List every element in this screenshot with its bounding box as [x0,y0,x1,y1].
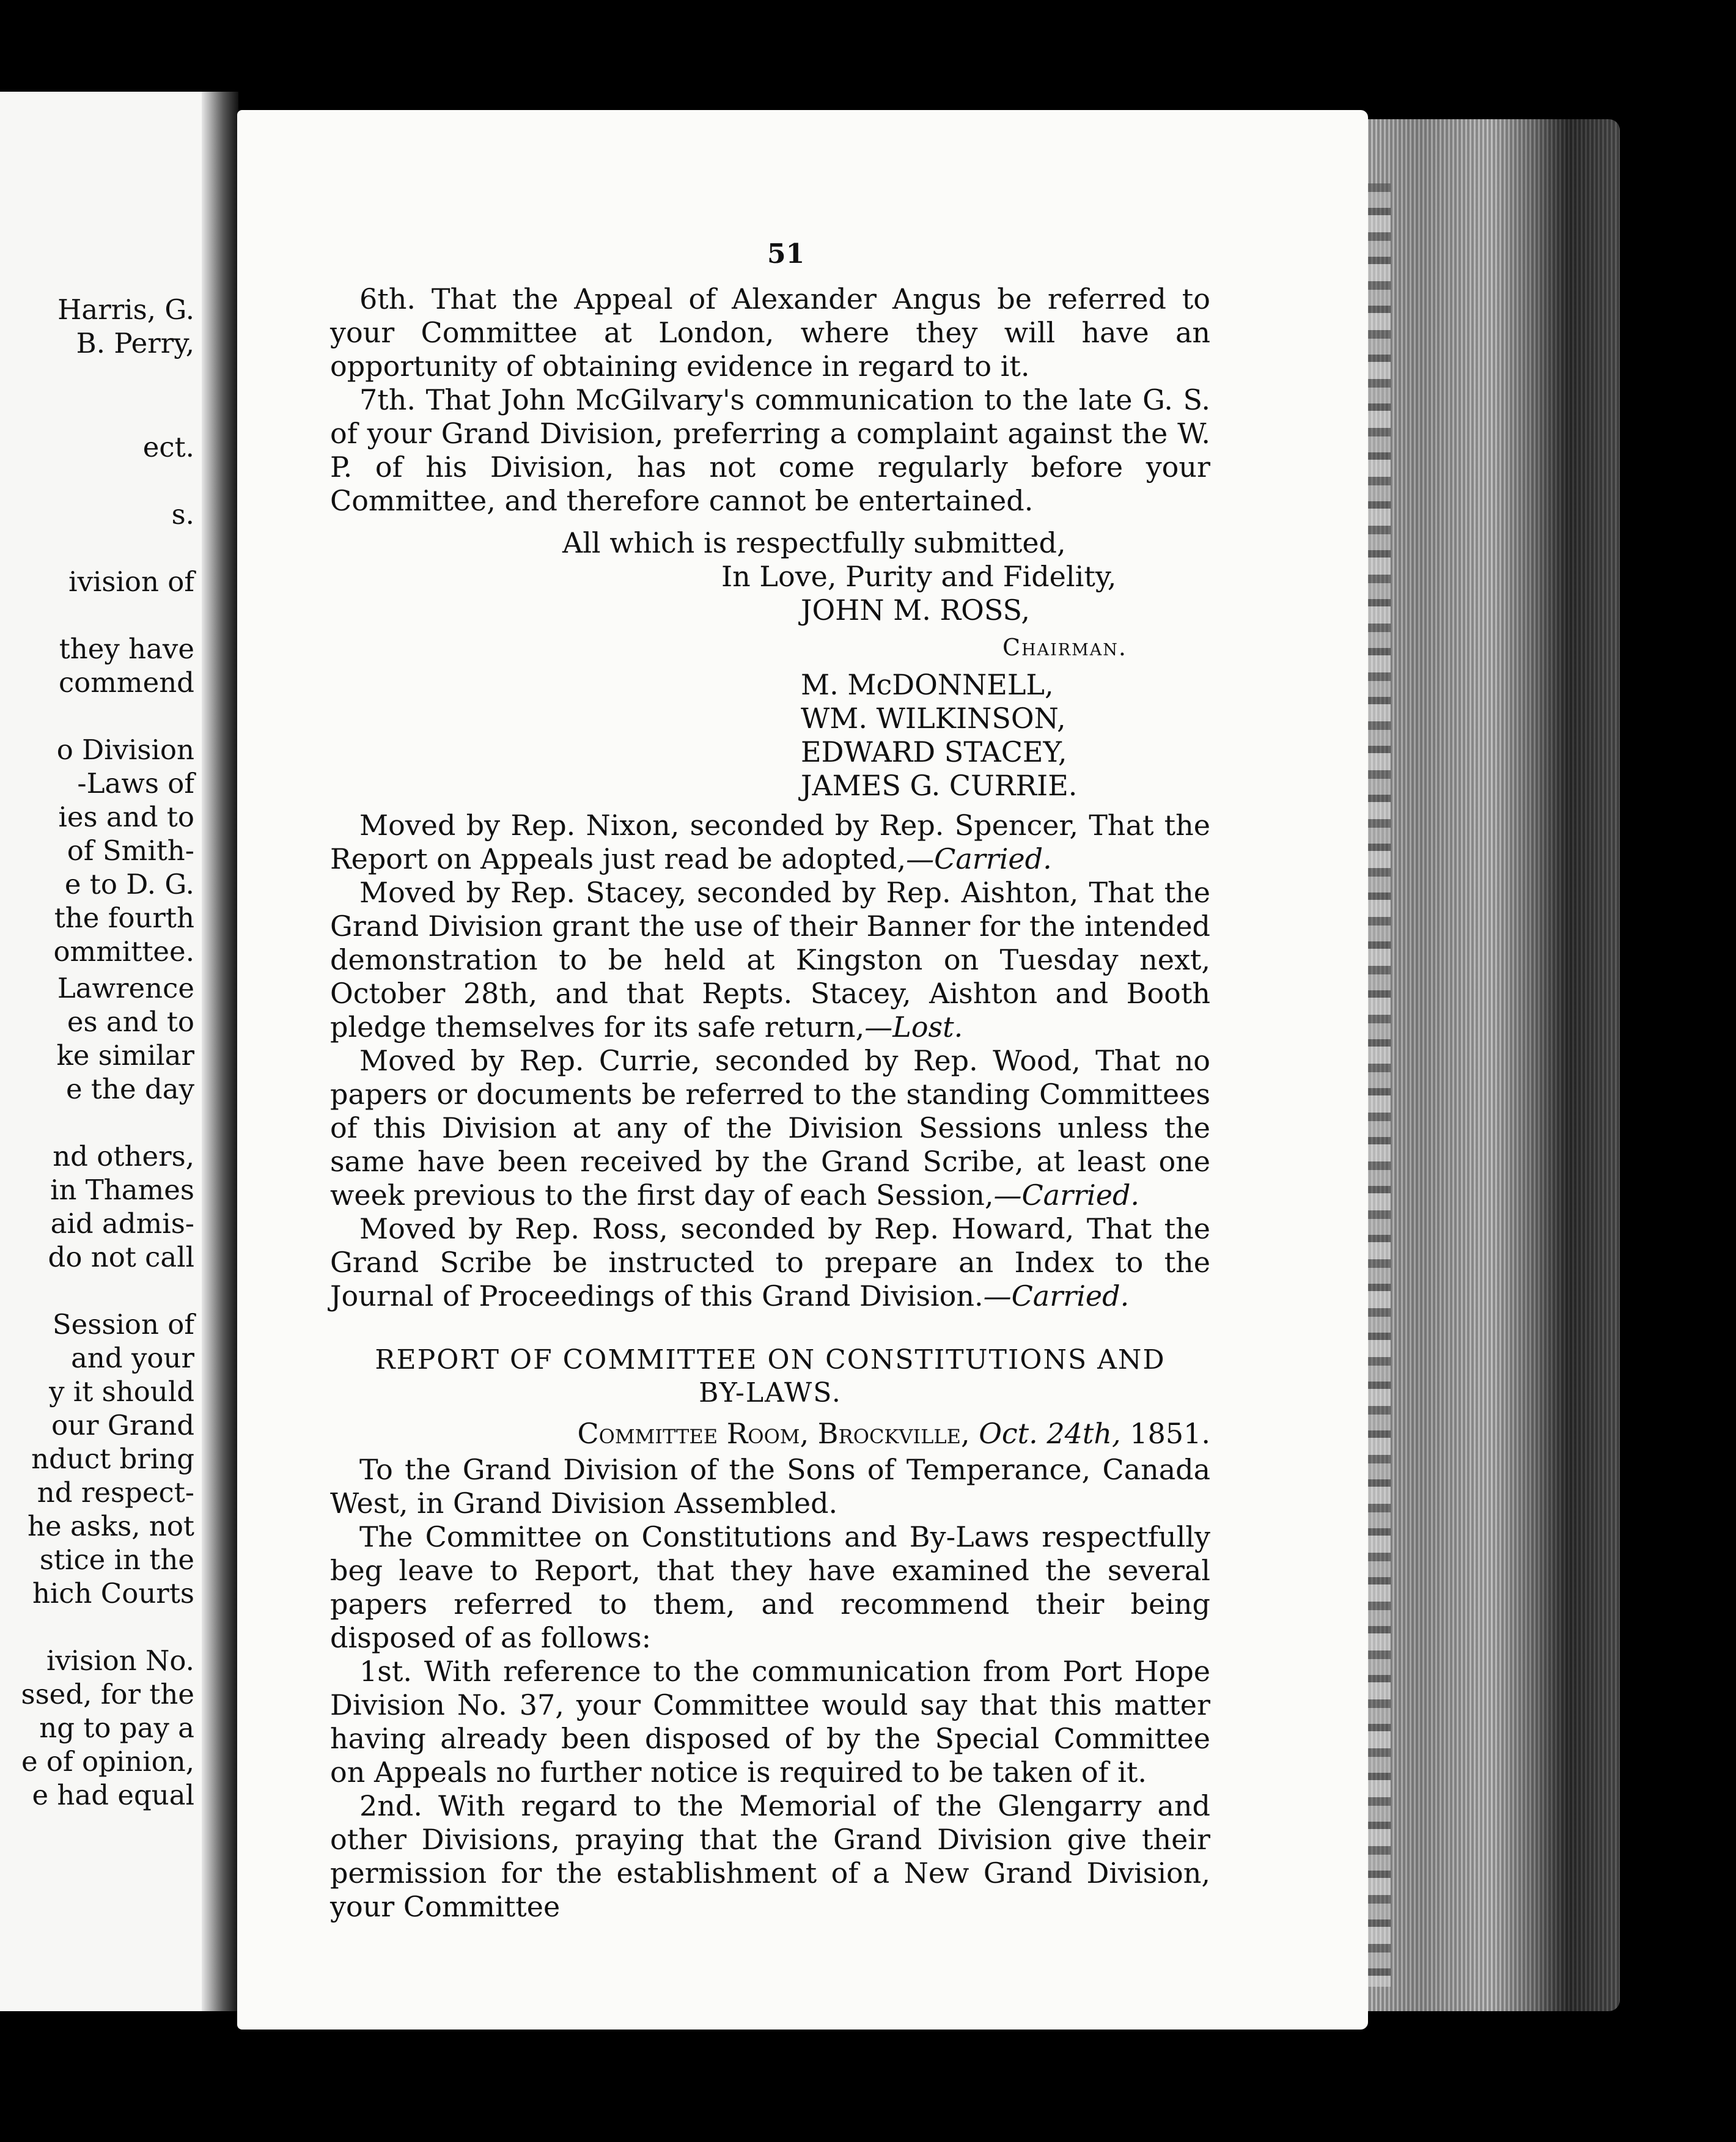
signature-stacey: EDWARD STACEY, [801,735,1067,768]
motion-nixon-result: —Carried. [906,842,1052,875]
motion-stacey-text: Moved by Rep. Stacey, seconded by Rep. Aishton, That the Grand Division grant the use of their Banner for the intended demonstration to be held at Kingston on Tuesday next, October 28th, and that Repts. Stacey, Aishton and Booth pledge themselves for its safe return, [330,876,1210,1043]
left-page-line: do not call [48,1241,194,1273]
paragraph-6th: 6th. That the Appeal of Alexander Angus be referred to your Committee at London, where they will have an opportunity of obtaining evidence in regard to it. [330,282,1210,383]
motion-stacey [330,876,1210,1044]
left-page [0,92,221,2011]
left-page-line: ivision of [68,565,194,598]
dateline-year: 1851. [1130,1417,1210,1450]
address: To the Grand Division of the Sons of Temperance, Canada West, in Grand Division Assembled. [330,1453,1210,1520]
left-page-line: nd others, [53,1140,194,1172]
left-page-line: ivision No. [46,1644,194,1677]
left-page-line: es and to [67,1006,194,1038]
left-page-line: ect. [142,431,194,463]
left-page-line: nd respect- [37,1476,194,1509]
left-page-line: commend [58,666,194,699]
left-page-line: he asks, not [28,1510,194,1542]
motion-currie-text: Moved by Rep. Currie, seconded by Rep. Wood, That no papers or documents be referred to the standing Committees of this Division at any of the Division Sessions unless the same have been received by the Grand Scribe, at least one week previous to the first day of each Session, [330,1044,1210,1212]
section-heading [330,1344,1210,1410]
left-page-line: Session of [52,1308,194,1341]
left-page-line: of Smith- [67,834,194,867]
signature-mcdonnell: M. McDONNELL, [801,668,1054,701]
left-page-line: Harris, G. [57,293,194,326]
signature-currie: JAMES G. CURRIE. [801,769,1078,802]
report-intro: The Committee on Constitutions and By-Laws respectfully beg leave to Report, that they have examined the several papers referred to them, and recommend their being disposed of as follows: [330,1520,1210,1654]
report-item-2nd: 2nd. With regard to the Memorial of the Glengarry and other Divisions, praying that the Grand Division give their permission for the establishment of a New Grand Division, your Committee [330,1789,1210,1923]
left-page-line: in Thames [50,1174,194,1206]
dateline-place: Committee Room, Brockville, [577,1417,970,1450]
page-number: 51 [767,238,805,270]
section-heading-line-2: BY-LAWS. [699,1377,842,1408]
left-page-line: s. [171,498,194,531]
motion-ross-result: —Carried. [983,1279,1130,1312]
left-page-line: B. Perry, [76,327,194,359]
motion-ross-text: Moved by Rep. Ross, seconded by Rep. Howard, That the Grand Scribe be instructed to prepare an Index to the Journal of Proceedings of this Grand Division. [330,1212,1210,1312]
left-page-line: the fourth [54,902,194,934]
paragraph-7th: 7th. That John McGilvary's communication to the late G. S. of your Grand Division, preferring a complaint against the W. P. of his Division, has not come regularly before your Committee, and therefore cannot be entertained. [330,383,1210,517]
left-page-line: ng to pay a [39,1712,194,1744]
left-page-line: stice in the [39,1544,194,1576]
left-page-line: -Laws of [77,767,194,800]
dateline [330,1417,1210,1451]
motion-ross [330,1212,1210,1313]
report-item-1st: 1st. With reference to the communication from Port Hope Division No. 37, your Committee would say that this matter having already been disposed of by the Special Committee on Appeals no further notice is required to be taken of it. [330,1655,1210,1789]
motion-currie [330,1044,1210,1212]
motion-nixon [330,809,1210,876]
motion-nixon-text: Moved by Rep. Nixon, seconded by Rep. Spencer, That the Report on Appeals just read be adopted, [330,809,1210,875]
dateline-date: Oct. 24th, [979,1417,1121,1450]
left-page-line: aid admis- [50,1207,194,1240]
page-text [330,238,1210,1924]
left-page-line: ke similar [56,1039,194,1072]
left-page-line: and your [71,1342,194,1374]
closing-submitted: All which is respectfully submitted, [562,526,1066,559]
left-page-line: e the day [66,1073,194,1105]
signature-chairman: Chairman. [1002,634,1127,661]
motion-stacey-result: —Lost. [864,1010,963,1043]
left-page-line: ommittee. [53,935,194,968]
left-page-line: they have [59,633,194,665]
signature-wilkinson: WM. WILKINSON, [801,702,1066,735]
left-page-line: nduct bring [31,1443,194,1475]
motion-currie-result: —Carried. [993,1179,1140,1212]
left-page-line: e to D. G. [64,868,194,900]
left-page-line: e of opinion, [21,1745,194,1778]
left-page-line: ies and to [58,801,194,833]
left-page-line: hich Courts [32,1577,194,1610]
left-page-line: our Grand [51,1409,194,1441]
section-heading-line-1: REPORT OF COMMITTEE ON CONSTITUTIONS AND [375,1344,1166,1375]
left-page-line: ssed, for the [21,1678,194,1710]
left-page-line: e had equal [32,1779,194,1811]
closing-fidelity: In Love, Purity and Fidelity, [721,560,1117,593]
book-gutter [202,92,238,2011]
left-page-line: y it should [49,1375,194,1408]
left-page-line: o Division [56,734,194,766]
signature-ross: JOHN M. ROSS, [801,594,1031,627]
left-page-line: Lawrence [57,972,194,1004]
